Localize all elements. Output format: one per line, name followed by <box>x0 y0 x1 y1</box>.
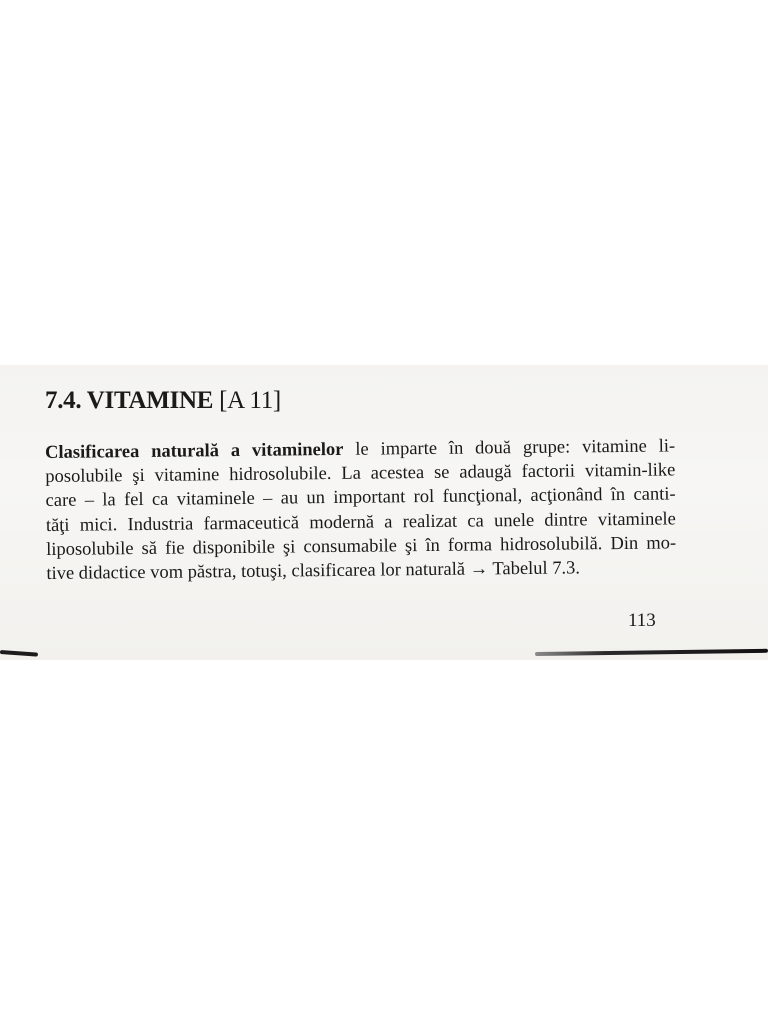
page-number: 113 <box>628 610 656 631</box>
line-text: tive didactice vom păstra, totuşi, clasificarea lor naturală → Tabelul 7.3. <box>46 558 581 585</box>
section-title: 7.4. VITAMINE <box>45 387 214 414</box>
body-paragraph <box>45 434 676 586</box>
section-heading <box>45 387 281 415</box>
section-code: [A 11] <box>219 387 281 414</box>
line-text: care – la fel ca vitaminele – au un important rol funcţional, acţionând în canti- <box>45 484 676 512</box>
bold-term: Clasificarea naturală a vitaminelor <box>45 439 344 463</box>
line-text: liposolubile să fie disponibile şi consumabile şi în forma hidrosolubilă. Din mo- <box>46 533 677 560</box>
line-text: posolubile şi vitamine hidrosolubile. La acestea se adaugă factorii vitamin-like <box>45 460 676 488</box>
line-text: tăţi mici. Industria farmaceutică modernă a realizat ca unele dintre vitaminele <box>45 509 676 536</box>
line-text: le imparte în două grupe: vitamine li- <box>343 436 676 460</box>
